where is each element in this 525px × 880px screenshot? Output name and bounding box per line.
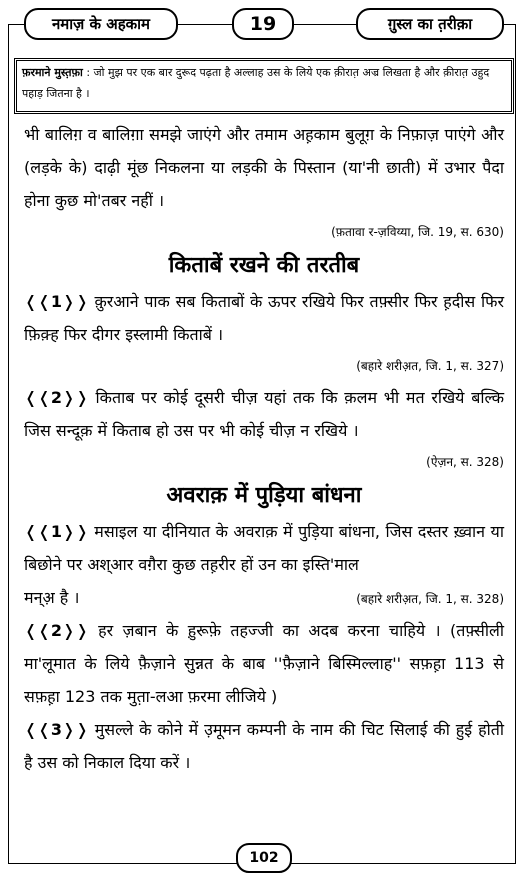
list-item-continuation <box>24 581 504 614</box>
header-book-title: नमाज़ के अहकाम <box>24 8 178 40</box>
item-text: क़ुरआने पाक सब किताबों के ऊपर रखिये फिर तफ़्सीर फिर ह़दीस फिर फ़िक़्ह फिर दीगर इस्लामी किताबें । <box>24 292 504 344</box>
list-item <box>24 515 504 581</box>
item-text: किताब पर कोई दूसरी चीज़ यहां तक कि क़लम भी मत रखिये बल्कि जिस सन्दूक़ में किताब हो उस पर भी कोई चीज़ न रखिये । <box>24 388 504 440</box>
item-text: मसाइल या दीनियात के अवराक़ में पुड़िया बांधना, जिस दस्तर ख़्वान या बिछोने पर अश्आर वग़ैरा कुछ तह़रीर हों उन का इस्ति'माल <box>24 522 504 574</box>
paragraph-intro: भी बालिग़ व बालिग़ा समझे जाएंगे और तमाम अह़काम बुलूग़ के निफ़ाज़ पाएंगे और (लड़के के) दाढ़ी मूंछ निकलना या लड़की के पिस्तान (या'नी छाती) में उभार पैदा होना कुछ मो'तबर नहीं । <box>24 125 504 210</box>
main-content <box>24 118 504 779</box>
section-heading: किताबें रखने की तरतीब <box>168 253 360 278</box>
item-number: ❬❬3❭❭ <box>24 720 89 739</box>
page-number: 102 <box>236 843 292 873</box>
list-item <box>24 713 504 779</box>
header-chapter-title: ग़ुस्ल का त़रीक़ा <box>356 8 504 40</box>
quote-text <box>22 62 500 104</box>
item-text: हर ज़बान के ह़ुरूफ़े तहज्जी का अदब करना चाहिये । (तफ़्सीली मा'लूमात के लिये फ़ैज़ाने सुन्नत के बाब ''फ़ैज़ाने बिस्मिल्लाह'' सफ़ह़ा 113 से सफ़ह़ा 123 तक मुत़ा-लआ फ़रमा लीजिये ) <box>24 621 504 706</box>
item-text-end: मन्अ़ है । <box>24 588 80 607</box>
citation: (बहारे शरीअ़त, जि. 1, स. 327) <box>356 359 504 373</box>
item-number: ❬❬1❭❭ <box>24 522 89 541</box>
item-number: ❬❬1❭❭ <box>24 292 89 311</box>
list-item <box>24 614 504 713</box>
citation: (ऐज़न, स. 328) <box>426 455 504 469</box>
citation: (फ़तावा र-ज़विय्या, जि. 19, स. 630) <box>331 225 504 239</box>
list-item <box>24 285 504 351</box>
header-section-number: 19 <box>232 8 294 40</box>
item-number: ❬❬2❭❭ <box>24 621 89 640</box>
item-number: ❬❬2❭❭ <box>24 388 89 407</box>
quote-body: : जो मुझ पर एक बार दुरूद पढ़ता है अल्लाह उस के लिये एक क़ीरात़ अज्र लिखता है और क़ीरात़ उहुद पहाड़ जितना है । <box>22 66 490 100</box>
section-heading: अवराक़ में पुड़िया बांधना <box>166 483 362 508</box>
item-text: मुसल्ले के कोने में उ़मूमन कम्पनी के नाम की चिट सिलाई की हुई होती है उस को निकाल दिया करें । <box>24 720 505 772</box>
quote-label: फ़रमाने मुस्त़फ़ा <box>22 66 83 79</box>
list-item <box>24 381 504 447</box>
citation: (बहारे शरीअ़त, जि. 1, स. 328) <box>356 592 504 606</box>
